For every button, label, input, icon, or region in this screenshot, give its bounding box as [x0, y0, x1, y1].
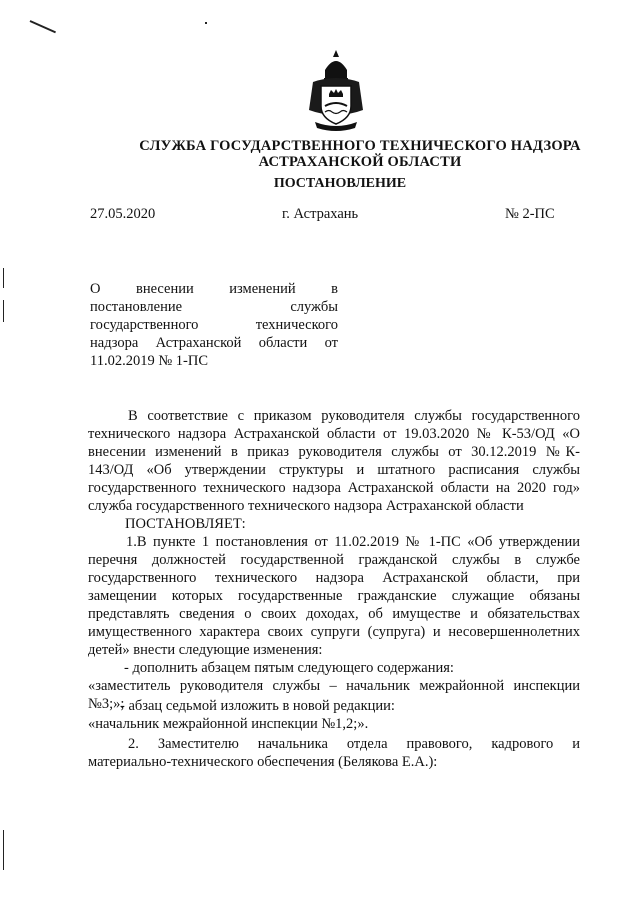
resolves-text: ПОСТАНОВЛЯЕТ:	[125, 516, 246, 532]
paragraph-line: детей» внести следующие изменения:	[88, 642, 323, 658]
subject-line: надзора Астраханской области от	[90, 335, 338, 351]
document-type: ПОСТАНОВЛЕНИЕ	[273, 176, 407, 191]
bullet-text: - дополнить абзацем пятым следующего содержания:	[124, 660, 454, 676]
document-subject	[90, 280, 338, 370]
paragraph-line: 2. Заместителю начальника отдела правового, кадрового и	[128, 736, 580, 752]
resolves-heading	[125, 515, 425, 533]
organization-name-line2: АСТРАХАНСКОЙ ОБЛАСТИ	[258, 154, 462, 170]
subject-line: государственного технического	[90, 317, 338, 333]
scan-artifact-stroke	[30, 20, 56, 33]
preamble-paragraph	[88, 407, 580, 515]
document-date: 27.05.2020	[90, 206, 156, 222]
amendment-bullet-1	[124, 659, 524, 677]
item-1-paragraph	[88, 533, 580, 659]
paragraph-line: имущественного характера своих супруги (супруга) и несовершеннолетних	[88, 624, 580, 640]
paragraph-line: перечня должностей государственной гражданской службы в службе	[88, 552, 580, 568]
paragraph-line: 1.В пункте 1 постановления от 11.02.2019 № 1-ПС «Об утверждении	[126, 534, 580, 550]
bullet-text: - абзац седьмой изложить в новой редакции:	[120, 698, 395, 714]
scan-artifact-edge	[3, 300, 4, 322]
paragraph-line: внесении изменений в приказ руководителя службы от 30.12.2019 №К-	[88, 444, 580, 460]
paragraph-line: замещении которых государственные гражданские служащие обязаны	[88, 588, 580, 604]
scan-artifact-edge	[3, 268, 4, 288]
amendment-quote-2	[88, 715, 580, 733]
subject-line: постановление службы	[90, 299, 338, 315]
amendment-bullet-2	[120, 697, 520, 715]
paragraph-line: №3;»;	[88, 696, 125, 712]
organization-name-line1: СЛУЖБА ГОСУДАРСТВЕННОГО ТЕХНИЧЕСКОГО НАДЗОРА	[139, 138, 581, 154]
paragraph-line: государственного технического надзора Астраханской области, при	[88, 570, 580, 586]
item-2-paragraph	[88, 735, 580, 771]
paragraph-line: служба государственного технического надзора Астраханской области	[88, 498, 524, 514]
paragraph-line: технического надзора Астраханской области от 19.03.2020 № К-53/ОД «О	[88, 426, 580, 442]
quote-text: «начальник межрайонной инспекции №1,2;».	[88, 716, 369, 732]
document-city: г. Астрахань	[282, 206, 359, 222]
subject-line: О внесении изменений в	[90, 281, 338, 297]
coat-of-arms-icon	[303, 48, 369, 134]
paragraph-line: В соответствие с приказом руководителя службы государственного	[128, 408, 580, 424]
paragraph-line: «заместитель руководителя службы – начальник межрайонной инспекции	[88, 678, 580, 694]
paragraph-line: материально-технического обеспечения (Белякова Е.А.):	[88, 754, 438, 770]
paragraph-line: представлять сведения о своих доходах, об имуществе и обязательствах	[88, 606, 580, 622]
scan-artifact-dot	[205, 22, 207, 24]
document-number: № 2-ПС	[505, 206, 555, 222]
paragraph-line: государственного технического надзора Астраханской области на 2020 год»	[88, 480, 580, 496]
scan-artifact-edge	[3, 830, 4, 870]
subject-line: 11.02.2019 № 1-ПС	[90, 353, 209, 369]
paragraph-line: 143/ОД «Об утверждении структуры и штатного расписания службы	[88, 462, 580, 478]
